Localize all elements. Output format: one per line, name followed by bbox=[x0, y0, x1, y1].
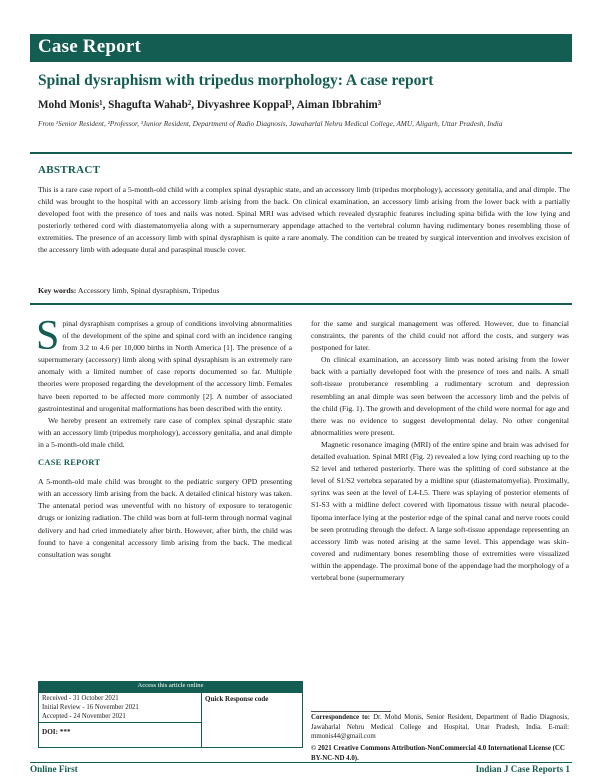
keywords bbox=[38, 286, 570, 295]
accepted-date: Accepted - 24 November 2021 bbox=[42, 712, 126, 720]
section-banner bbox=[30, 34, 572, 62]
intro-paragraph-2: We hereby present an extremely rare case of complex spinal dysraphic state with an accessory limb (tripedus morphology), accessory genitalia, and anal dimple in a 5-month-old male child. bbox=[38, 415, 292, 449]
intro-paragraph-1 bbox=[36, 313, 292, 415]
case-paragraph-4: Magnetic resonance imaging (MRI) of the entire spine and brain was advised for detailed evaluation. Spinal MRI (Fig. 2) revealed a low lying cord reaching up to the S2 level and tethered posteriorly. There was the splitting of cord substance at the level of S1/S2 vertebra separated by a midline spur (diastematomyelia). Proximally, syrinx was seen at the level of L4-L5. There was splaying of posterior elements of S1-S3 with a midline defect covered with lipomatous tissue with neural placode-lipoma interface lying at the posterior edge of the spinal canal and nerve roots could be seen protruding through the defect. A large soft-tissue appendage representing an accessory limb was noted arising at the same level. This appendage was skin-covered and rudimentary bones resembling those of extremities were visualized within the appendage. The proximal bone of the appendage had the morphology of a vertebral bone (supernumerary bbox=[311, 439, 569, 582]
access-info-box bbox=[38, 692, 303, 748]
qr-code-label: Quick Response code bbox=[205, 695, 269, 703]
access-divider-vertical bbox=[201, 693, 202, 747]
affiliation: From ¹Senior Resident, ²Professor, ³Junior Resident, Department of Radio Diagnosis, Jawaharlal Nehru Medical College, AMU, Aligarh, Uttar Pradesh, India bbox=[38, 119, 503, 128]
footer-right: Indian J Case Reports 1 bbox=[475, 764, 570, 774]
case-report-heading: CASE REPORT bbox=[38, 458, 101, 468]
section-label: Case Report bbox=[38, 36, 141, 57]
left-column bbox=[36, 313, 292, 561]
license-notice: © 2021 Creative Commons Attribution-NonCommercial 4.0 International License (CC BY-NC-ND 4.0). bbox=[311, 745, 565, 762]
case-paragraph-1: A 5-month-old male child was brought to the pediatric surgery OPD presenting with an accessory limb arising from the back. A detailed clinical history was taken. The antenatal period was uneventful with no history of exposure to teratogenic drugs or ionizing radiation. The child was born at full-term through normal vaginal delivery and had cried immediately after birth. However, after birth, the child was found to have a congenital accessory limb arising from the back. The medical consultation was sought bbox=[38, 477, 292, 559]
header-divider bbox=[30, 152, 572, 154]
intro-paragraph-1-text: pinal dysraphism comprises a group of conditions involving abnormalities of the development of the spine and spinal cord with an incidence ranging from 3.2 to 4.6 per 10,000 births in North America [1]. The presence of a supernumerary (accessory) limb along with spinal dysraphism is an extremely rare anomaly with a limited number of case reports documented so far. Multiple theories were proposed regarding the development of the accessory limb. Females have been reported to be affected more commonly [2]. A number of associated gastrointestinal and urogenital malformations has been described with the entity. bbox=[38, 319, 292, 413]
article-title: Spinal dysraphism with tripedus morphology: A case report bbox=[38, 72, 434, 89]
correspondence-divider bbox=[311, 711, 391, 712]
case-paragraph-2: for the same and surgical management was offered. However, due to financial constraints, the parents of the child could not afford the costs, and surgery was postponed for later. bbox=[311, 319, 569, 353]
doi: DOI: *** bbox=[42, 728, 71, 736]
right-column bbox=[311, 318, 569, 584]
correspondence bbox=[311, 713, 569, 742]
abstract-heading: ABSTRACT bbox=[38, 164, 101, 176]
abstract-divider bbox=[30, 303, 572, 305]
footer-divider bbox=[30, 762, 572, 763]
author-list: Mohd Monis¹, Shagufta Wahab², Divyashree Koppal³, Aiman Ibbrahim³ bbox=[38, 99, 382, 111]
received-date: Received - 31 October 2021 bbox=[42, 695, 119, 702]
access-divider-horizontal bbox=[39, 722, 201, 723]
access-online-label: Access this article online bbox=[137, 682, 204, 689]
article-dates bbox=[42, 695, 139, 721]
case-paragraph-3: On clinical examination, an accessory limb was noted arising from the lower back with a partially developed foot with the presence of toes and nails. A small soft-tissue protuberance resembling a rudimentary scrotum and depression resembling an anal dimple was seen between the accessory limb and the pelvis of the child (Fig. 1). The growth and development of the child were normal for age and there was no evidence to suggest developmental delay. No other congenital abnormalities were present. bbox=[311, 355, 569, 437]
keywords-label: Key words: bbox=[38, 286, 77, 295]
correspondence-label: Correspondence to: bbox=[311, 714, 371, 721]
drop-cap: S bbox=[36, 313, 60, 359]
access-online-bar bbox=[38, 681, 303, 692]
keywords-value: Accessory limb, Spinal dysraphism, Tripedus bbox=[77, 286, 220, 295]
abstract-text: This is a rare case report of a 5-month-old child with a complex spinal dysraphic state, and an accessory limb (tripedus morphology), accessory genitalia, and anal dimple. The child was brought to the hospital with an accessory limb arising from the back. On clinical examination, an accessory limb arising from the lower back with a partially developed foot with the presence of toes and nails was noted. Spinal MRI was advised which revealed dysraphic features including spina bifida with the low lying and posteriorly tethered cord with diastematomyelia along with a supernumerary appendage attached to the vertebral column having rudimentary bones resembling those of extremities. The presence of an accessory limb with spinal dysraphism is quite a rare anomaly. The condition can be treated by surgical intervention and involves excision of the accessory limb with adequate dural and paraspinal muscle cover. bbox=[38, 185, 570, 255]
initial-review-date: Initial Review - 16 November 2021 bbox=[42, 703, 139, 711]
correspondence-text: Dr. Mohd Monis, Senior Resident, Department of Radio Diagnosis, Jawaharlal Nehru Medical College and Hospital, Uttar Pradesh, India. E-mail: mmonis44@gmail.com bbox=[311, 714, 569, 740]
footer-left: Online First bbox=[30, 764, 78, 774]
